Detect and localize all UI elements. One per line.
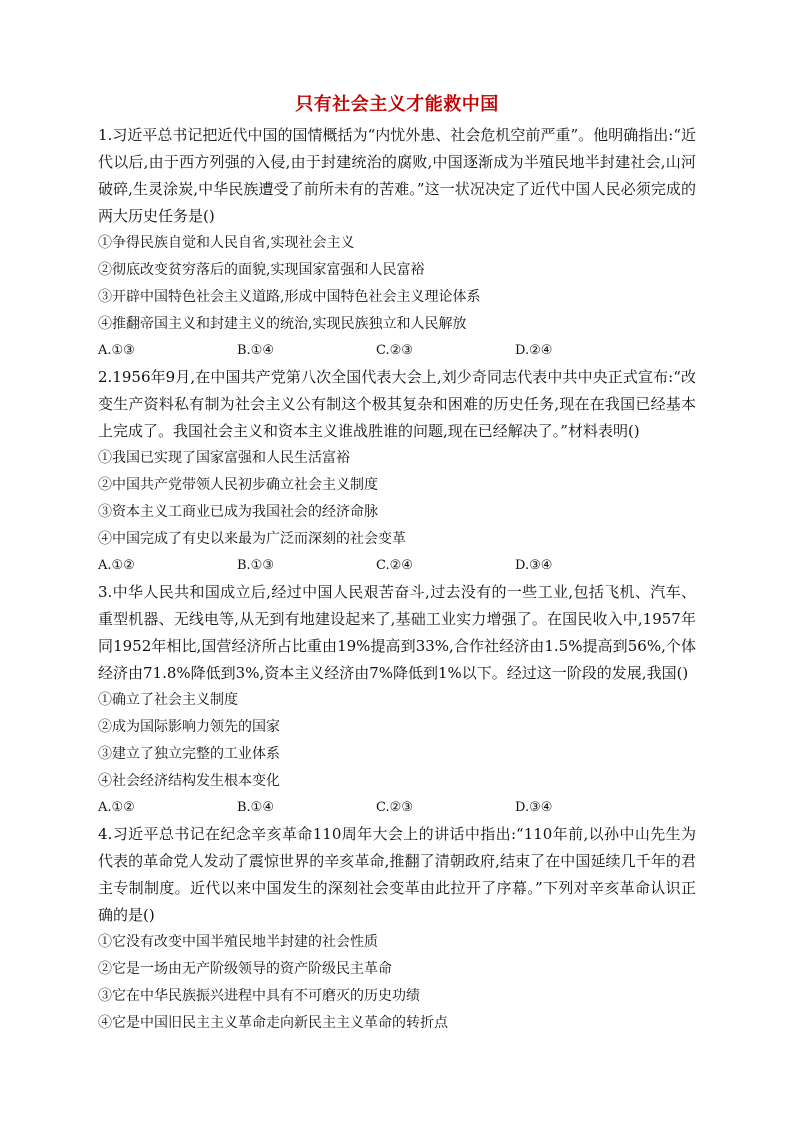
option-4: ④中国完成了有史以来最为广泛而深刻的社会变革	[98, 531, 406, 547]
answer-choices	[98, 553, 696, 579]
question-2	[98, 364, 696, 579]
question-stem: 1.习近平总书记把近代中国的国情概括为“内忧外患、社会危机空前严重”。他明确指出:“近代以后,由于西方列强的入侵,由于封建统治的腐败,中国逐渐成为半殖民地半封建社会,山河破碎,生灵涂炭,中华民族遭受了前所未有的苦难。”这一状况决定了近代中国人民必须完成的两大历史任务是()	[98, 126, 696, 225]
option-1: ①我国已实现了国家富强和人民生活富裕	[98, 450, 350, 466]
option-2: ②中国共产党带领人民初步确立社会主义制度	[98, 477, 378, 493]
page-title: 只有社会主义才能救中国	[295, 94, 499, 115]
question-3	[98, 579, 696, 821]
option-3: ③建立了独立完整的工业体系	[98, 746, 280, 762]
choice-c: C.②③	[376, 800, 413, 815]
option-3: ③资本主义工商业已成为我国社会的经济命脉	[98, 504, 378, 520]
answer-choices	[98, 338, 696, 364]
choice-d: D.③④	[515, 558, 553, 573]
option-4: ④它是中国旧民主主义革命走向新民主主义革命的转折点	[98, 1015, 448, 1031]
choice-d: D.②④	[515, 343, 553, 358]
choice-c: C.②③	[376, 343, 413, 358]
choice-b: B.①③	[237, 558, 274, 573]
option-3: ③它在中华民族振兴进程中具有不可磨灭的历史功绩	[98, 988, 420, 1004]
choice-c: C.②④	[376, 558, 413, 573]
choice-b: B.①④	[237, 343, 274, 358]
option-1: ①确立了社会主义制度	[98, 692, 238, 708]
question-stem: 4.习近平总书记在纪念辛亥革命110周年大会上的讲话中指出:“110年前,以孙中山先生为代表的革命党人发动了震惊世界的辛亥革命,推翻了清朝政府,结束了在中国延续几千年的君主专制制度。近代以来中国发生的深刻社会变革由此拉开了序幕。”下列对辛亥革命认识正确的是()	[98, 825, 696, 924]
question-1	[98, 122, 696, 364]
question-4	[98, 821, 696, 1037]
option-2: ②它是一场由无产阶级领导的资产阶级民主革命	[98, 961, 392, 977]
choice-a: A.①②	[98, 558, 135, 573]
option-2: ②成为国际影响力领先的国家	[98, 719, 280, 735]
choice-a: A.①②	[98, 800, 135, 815]
question-stem: 3.中华人民共和国成立后,经过中国人民艰苦奋斗,过去没有的一些工业,包括飞机、汽车、重型机器、无线电等,从无到有地建设起来了,基础工业实力增强了。在国民收入中,1957年同1952年相比,国营经济所占比重由19%提高到33%,合作社经济由1.5%提高到56%,个体经济由71.8%降低到3%,资本主义经济由7%降低到1%以下。经过这一阶段的发展,我国()	[98, 583, 696, 682]
option-4: ④社会经济结构发生根本变化	[98, 773, 280, 789]
option-1: ①它没有改变中国半殖民地半封建的社会性质	[98, 934, 378, 950]
choice-d: D.③④	[515, 800, 553, 815]
choice-b: B.①④	[237, 800, 274, 815]
option-2: ②彻底改变贫穷落后的面貌,实现国家富强和人民富裕	[98, 262, 425, 278]
option-3: ③开辟中国特色社会主义道路,形成中国特色社会主义理论体系	[98, 289, 481, 305]
question-stem: 2.1956年9月,在中国共产党第八次全国代表大会上,刘少奇同志代表中共中央正式宣布:“改变生产资料私有制为社会主义公有制这个极其复杂和困难的历史任务,现在在我国已经基本上完成了。我国社会主义和资本主义谁战胜谁的问题,现在已经解决了。”材料表明()	[98, 368, 696, 440]
option-4: ④推翻帝国主义和封建主义的统治,实现民族独立和人民解放	[98, 316, 467, 332]
answer-choices	[98, 795, 696, 821]
option-1: ①争得民族自觉和人民自省,实现社会主义	[98, 235, 355, 251]
choice-a: A.①③	[98, 343, 135, 358]
